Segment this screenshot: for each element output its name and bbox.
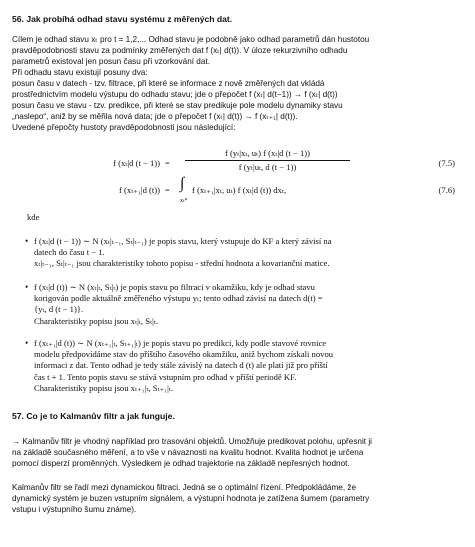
text-line: informaci z dat. Tento odhad je tedy stále závislý na datech d (t) ale platí již pro příští — [34, 360, 328, 371]
text-line: na základě současného měření, a to vše v návaznosti na kvalitu hodnot. Kvalita hodnot je určena — [12, 448, 364, 457]
text-line: dynamický systém je buzen vstupním signálem, a výstupní hodnota je zatížena šumem (parametry — [12, 494, 370, 503]
fraction-numerator: f (yₜ|xₜ, uₜ) f (xₜ|d (t − 1)) — [185, 148, 350, 161]
text-line: f (xₜ|d (t − 1)) ∼ Ν (xₜ|ₜ₋₁, Sₜ|ₜ₋₁) je popis stavu, který vstupuje do KF a který závisí na — [34, 236, 332, 246]
text-line: pravděpodobnosti stavu za podmínky změřených dat f (xₜ| d(t)). V úloze rekurzivního odhadu — [12, 46, 348, 55]
text-line: posun času v datech - tzv. filtrace, při které se informace z nově změřených dat vkládá — [12, 79, 325, 88]
text-line: čas t + 1. Tento popis stavu se stává vstupním pro odhad v příští periodě KF. — [34, 371, 297, 382]
text-line: Uvedené přepočty hustoty pravděpodobnosti jsou následující: — [12, 123, 236, 132]
equation-lhs: f (xₜ₊₁|d (t)) — [119, 185, 160, 195]
text-line: {yₜ, d (t − 1)}. — [34, 304, 84, 315]
section-56-heading: 56. Jak probíhá odhad stavu systému z měřených dat. — [12, 14, 233, 24]
fraction-denominator: f (yₜ|uₜ, d (t − 1)) — [238, 162, 297, 173]
section-57-paragraph-1 — [12, 436, 464, 469]
equation-number: (7.6) — [438, 185, 455, 195]
text-line: pomocí disperzí proměnných. Výsledkem je odhad trajektorie na základě nepřesných hodnot. — [12, 459, 350, 468]
text-line: Charakteristiky popisu jsou xₜ|ₜ, Sₜ|ₜ. — [34, 315, 159, 326]
integral-subscript: xₜ* — [180, 198, 188, 204]
text-line: Charakteristiky popisu jsou xₜ₊₁|ₜ, Sₜ₊₁|ₜ. — [34, 382, 174, 393]
text-line: datech do času t − 1. — [34, 247, 105, 258]
bullet-icon: • — [25, 282, 29, 292]
text-line: Kalmanův filtr se řadí mezi dynamickou filtraci. Jedná se o optimální řízení. Předpokládáme, že — [12, 483, 357, 492]
equation-fraction — [185, 148, 350, 173]
text-line: „naslepo“, aniž by se měřila nová data; jde o přepočet f (xₜ| d(t)) → f (xₜ₊₁| d(t)). — [12, 112, 298, 121]
text-line: f (xₜ|d (t)) ∼ Ν (xₜ|ₜ, Sₜ|ₜ) je popis stavu po filtraci v okamžiku, kdy je odhad stavu — [34, 282, 315, 292]
bullet-icon: • — [25, 338, 29, 348]
text-line: f (xₜ₊₁|d (t)) ∼ Ν (xₜ₊₁|ₜ, Sₜ₊₁|ₜ) je popis stavu po predikci, kdy podle stavové rovnice — [34, 338, 327, 348]
equals-sign: = — [165, 185, 170, 195]
bullet-icon: • — [25, 236, 29, 246]
kde-label: kde — [27, 212, 40, 222]
text-line: xₜ|ₜ₋₁, Sₜ|ₜ₋₁ jsou charakteristiky tohoto popisu - střední hodnota a kovarianční matice. — [34, 258, 330, 269]
text-line: parametrů existoval jen posun času při vzorkování dat. — [12, 57, 210, 66]
text-line: korigován podle aktuálně změřeného výstupu yₜ; tento odhad závisí na datech d(t) = — [34, 293, 323, 304]
equation-rhs: f (xₜ₊₁|xₜ, uₜ) f (xₜ|d (t)) dxₜ, — [192, 185, 287, 195]
equals-sign: = — [165, 158, 170, 168]
list-item — [25, 338, 454, 394]
text-line: Při odhadu stavu existují posuny dva: — [12, 68, 148, 77]
section-57-heading: 57. Co je to Kalmanův filtr a jak funguje. — [12, 411, 175, 421]
list-item — [25, 236, 454, 270]
text-line: Cílem je odhad stavu xₜ pro t = 1,2,... Odhad stavu je podobně jako odhad parametrů dán hustotou — [12, 35, 370, 44]
text-line: posun času ve stavu - tzv. predikce, při které se stav predikuje pole modelu dynamiky stavu — [12, 101, 343, 110]
equation-7-6 — [0, 175, 475, 224]
list-item — [25, 282, 454, 327]
equation-number: (7.5) — [438, 158, 455, 168]
text-line: → Kalmanův filtr je vhodný například pro trasování objektů. Umožňuje predikovat polohu, upřesnit ji — [12, 437, 372, 446]
section-56-paragraph — [12, 34, 464, 133]
integral-sign: ∫ — [180, 175, 185, 192]
text-line: vstupu i výstupního šumu známe). — [12, 505, 137, 514]
equation-lhs: f (xₜ|d (t − 1)) — [113, 158, 160, 168]
section-57-paragraph-2 — [12, 482, 464, 515]
text-line: modelu předpovídáme stav do příštího časového okamžiku, aniž bychom získali novou — [34, 349, 334, 360]
text-line: prostřednictvím modelu výstupu do odhadu stavu; jde o přepočet f (xₜ| d(t−1)) → f (xₜ| d(t)) — [12, 90, 338, 99]
